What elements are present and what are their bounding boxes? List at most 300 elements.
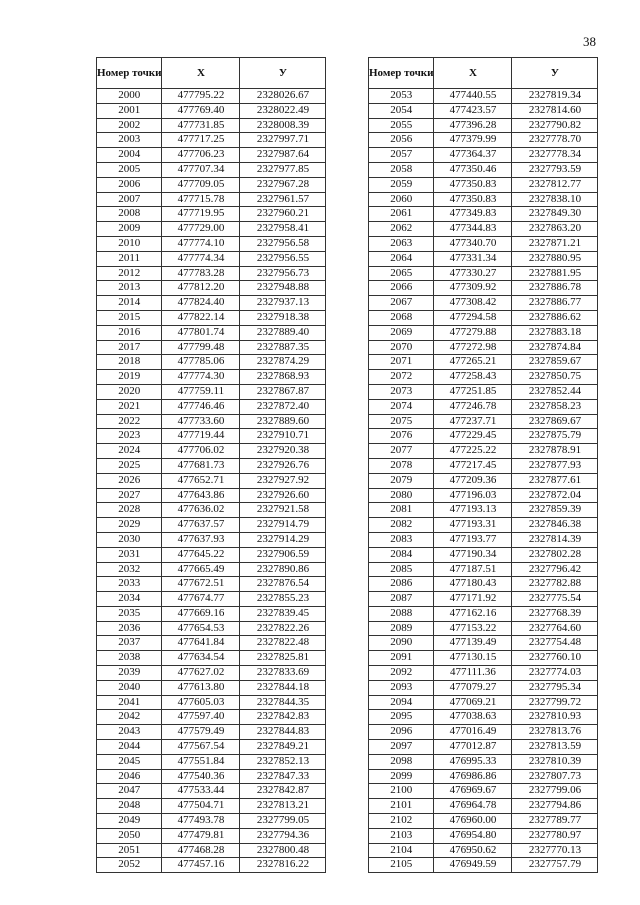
cell-point-number: 2091 bbox=[369, 651, 434, 666]
cell-point-number: 2069 bbox=[369, 325, 434, 340]
cell-x: 477309.92 bbox=[434, 281, 512, 296]
cell-x: 476995.33 bbox=[434, 754, 512, 769]
cell-y: 2327782.88 bbox=[512, 577, 598, 592]
cell-y: 2327872.04 bbox=[512, 488, 598, 503]
cell-point-number: 2093 bbox=[369, 680, 434, 695]
cell-point-number: 2057 bbox=[369, 148, 434, 163]
cell-point-number: 2064 bbox=[369, 251, 434, 266]
cell-y: 2327770.13 bbox=[512, 843, 598, 858]
table-row bbox=[369, 814, 598, 829]
cell-point-number: 2025 bbox=[97, 458, 162, 473]
cell-y: 2327789.77 bbox=[512, 814, 598, 829]
cell-x: 477669.16 bbox=[162, 606, 240, 621]
cell-y: 2327956.55 bbox=[240, 251, 326, 266]
cell-y: 2327956.73 bbox=[240, 266, 326, 281]
table-row bbox=[369, 340, 598, 355]
cell-x: 477605.03 bbox=[162, 695, 240, 710]
table-row bbox=[369, 414, 598, 429]
cell-point-number: 2001 bbox=[97, 103, 162, 118]
table-row bbox=[369, 828, 598, 843]
cell-x: 477551.84 bbox=[162, 754, 240, 769]
cell-y: 2327869.67 bbox=[512, 414, 598, 429]
cell-x: 477774.30 bbox=[162, 370, 240, 385]
cell-x: 477111.36 bbox=[434, 666, 512, 681]
cell-x: 477308.42 bbox=[434, 296, 512, 311]
cell-y: 2327868.93 bbox=[240, 370, 326, 385]
cell-x: 477457.16 bbox=[162, 858, 240, 873]
cell-x: 477079.27 bbox=[434, 680, 512, 695]
cell-point-number: 2004 bbox=[97, 148, 162, 163]
cell-point-number: 2029 bbox=[97, 518, 162, 533]
cell-point-number: 2028 bbox=[97, 503, 162, 518]
cell-point-number: 2056 bbox=[369, 133, 434, 148]
cell-point-number: 2030 bbox=[97, 532, 162, 547]
table-header-row bbox=[97, 58, 326, 89]
cell-x: 477774.10 bbox=[162, 236, 240, 251]
cell-y: 2327859.39 bbox=[512, 503, 598, 518]
cell-point-number: 2003 bbox=[97, 133, 162, 148]
cell-x: 477294.58 bbox=[434, 310, 512, 325]
cell-point-number: 2086 bbox=[369, 577, 434, 592]
cell-x: 477272.98 bbox=[434, 340, 512, 355]
table-row bbox=[97, 636, 326, 651]
cell-point-number: 2094 bbox=[369, 695, 434, 710]
cell-x: 477225.22 bbox=[434, 444, 512, 459]
cell-point-number: 2060 bbox=[369, 192, 434, 207]
cell-y: 2327918.38 bbox=[240, 310, 326, 325]
table-row bbox=[97, 799, 326, 814]
cell-point-number: 2043 bbox=[97, 725, 162, 740]
table-row bbox=[97, 725, 326, 740]
cell-point-number: 2011 bbox=[97, 251, 162, 266]
cell-y: 2327987.64 bbox=[240, 148, 326, 163]
cell-point-number: 2052 bbox=[97, 858, 162, 873]
cell-x: 477331.34 bbox=[434, 251, 512, 266]
cell-x: 477706.02 bbox=[162, 444, 240, 459]
cell-y: 2327887.35 bbox=[240, 340, 326, 355]
table-row bbox=[97, 266, 326, 281]
table-row bbox=[369, 192, 598, 207]
table-row bbox=[369, 207, 598, 222]
cell-x: 477665.49 bbox=[162, 562, 240, 577]
table-row bbox=[369, 769, 598, 784]
cell-x: 477729.00 bbox=[162, 222, 240, 237]
cell-point-number: 2034 bbox=[97, 592, 162, 607]
cell-x: 477733.60 bbox=[162, 414, 240, 429]
cell-point-number: 2012 bbox=[97, 266, 162, 281]
cell-y: 2327754.48 bbox=[512, 636, 598, 651]
cell-point-number: 2027 bbox=[97, 488, 162, 503]
cell-x: 477193.13 bbox=[434, 503, 512, 518]
table-row bbox=[369, 266, 598, 281]
cell-y: 2327816.22 bbox=[240, 858, 326, 873]
cell-x: 477493.78 bbox=[162, 814, 240, 829]
table-row bbox=[97, 843, 326, 858]
cell-y: 2327838.10 bbox=[512, 192, 598, 207]
table-row bbox=[97, 310, 326, 325]
cell-point-number: 2010 bbox=[97, 236, 162, 251]
table-row bbox=[369, 843, 598, 858]
cell-y: 2327807.73 bbox=[512, 769, 598, 784]
cell-y: 2328022.49 bbox=[240, 103, 326, 118]
cell-y: 2327813.21 bbox=[240, 799, 326, 814]
cell-point-number: 2031 bbox=[97, 547, 162, 562]
table-row bbox=[97, 236, 326, 251]
cell-y: 2327819.34 bbox=[512, 89, 598, 104]
header-y: У bbox=[240, 58, 326, 89]
cell-y: 2327878.91 bbox=[512, 444, 598, 459]
table-row bbox=[369, 725, 598, 740]
table-row bbox=[97, 162, 326, 177]
table-row bbox=[369, 577, 598, 592]
cell-x: 477540.36 bbox=[162, 769, 240, 784]
header-x: X bbox=[434, 58, 512, 89]
table-row bbox=[97, 355, 326, 370]
cell-y: 2327842.87 bbox=[240, 784, 326, 799]
cell-y: 2327914.79 bbox=[240, 518, 326, 533]
cell-point-number: 2102 bbox=[369, 814, 434, 829]
cell-point-number: 2033 bbox=[97, 577, 162, 592]
table-row bbox=[369, 384, 598, 399]
cell-point-number: 2066 bbox=[369, 281, 434, 296]
cell-y: 2328008.39 bbox=[240, 118, 326, 133]
table-row bbox=[369, 162, 598, 177]
cell-y: 2327977.85 bbox=[240, 162, 326, 177]
cell-x: 477769.40 bbox=[162, 103, 240, 118]
cell-y: 2327812.77 bbox=[512, 177, 598, 192]
table-row bbox=[369, 547, 598, 562]
cell-point-number: 2020 bbox=[97, 384, 162, 399]
cell-x: 477674.77 bbox=[162, 592, 240, 607]
table-row bbox=[369, 666, 598, 681]
cell-x: 477636.02 bbox=[162, 503, 240, 518]
cell-y: 2327833.69 bbox=[240, 666, 326, 681]
cell-point-number: 2073 bbox=[369, 384, 434, 399]
cell-x: 477350.83 bbox=[434, 192, 512, 207]
table-row bbox=[369, 503, 598, 518]
cell-y: 2327822.48 bbox=[240, 636, 326, 651]
cell-y: 2327926.60 bbox=[240, 488, 326, 503]
table-row bbox=[97, 621, 326, 636]
cell-y: 2327875.79 bbox=[512, 429, 598, 444]
table-row bbox=[97, 814, 326, 829]
cell-x: 477265.21 bbox=[434, 355, 512, 370]
cell-point-number: 2076 bbox=[369, 429, 434, 444]
cell-x: 477783.28 bbox=[162, 266, 240, 281]
cell-point-number: 2047 bbox=[97, 784, 162, 799]
cell-x: 476954.80 bbox=[434, 828, 512, 843]
table-row bbox=[369, 784, 598, 799]
cell-x: 477707.34 bbox=[162, 162, 240, 177]
cell-point-number: 2104 bbox=[369, 843, 434, 858]
cell-point-number: 2074 bbox=[369, 399, 434, 414]
cell-x: 477190.34 bbox=[434, 547, 512, 562]
cell-x: 477350.83 bbox=[434, 177, 512, 192]
table-row bbox=[97, 148, 326, 163]
cell-x: 477719.44 bbox=[162, 429, 240, 444]
cell-point-number: 2017 bbox=[97, 340, 162, 355]
table-row bbox=[369, 444, 598, 459]
cell-x: 477785.06 bbox=[162, 355, 240, 370]
table-row bbox=[97, 710, 326, 725]
cell-point-number: 2105 bbox=[369, 858, 434, 873]
cell-x: 477634.54 bbox=[162, 651, 240, 666]
table-row bbox=[97, 414, 326, 429]
cell-point-number: 2016 bbox=[97, 325, 162, 340]
cell-point-number: 2058 bbox=[369, 162, 434, 177]
table-row bbox=[97, 503, 326, 518]
table-row bbox=[97, 281, 326, 296]
cell-y: 2327926.76 bbox=[240, 458, 326, 473]
table-row bbox=[369, 858, 598, 873]
cell-point-number: 2006 bbox=[97, 177, 162, 192]
cell-x: 477193.77 bbox=[434, 532, 512, 547]
cell-x: 477746.46 bbox=[162, 399, 240, 414]
cell-x: 477822.14 bbox=[162, 310, 240, 325]
cell-point-number: 2097 bbox=[369, 740, 434, 755]
table-row bbox=[369, 251, 598, 266]
header-x: X bbox=[162, 58, 240, 89]
cell-y: 2327814.60 bbox=[512, 103, 598, 118]
table-row bbox=[97, 384, 326, 399]
cell-point-number: 2090 bbox=[369, 636, 434, 651]
table-row bbox=[369, 118, 598, 133]
cell-y: 2327858.23 bbox=[512, 399, 598, 414]
table-row bbox=[369, 296, 598, 311]
cell-x: 477440.55 bbox=[434, 89, 512, 104]
cell-y: 2327910.71 bbox=[240, 429, 326, 444]
cell-x: 477069.21 bbox=[434, 695, 512, 710]
table-row bbox=[97, 562, 326, 577]
table-row bbox=[97, 207, 326, 222]
cell-point-number: 2096 bbox=[369, 725, 434, 740]
cell-y: 2327874.84 bbox=[512, 340, 598, 355]
cell-x: 477613.80 bbox=[162, 680, 240, 695]
cell-x: 476986.86 bbox=[434, 769, 512, 784]
cell-y: 2327961.57 bbox=[240, 192, 326, 207]
cell-y: 2327852.13 bbox=[240, 754, 326, 769]
cell-y: 2327960.21 bbox=[240, 207, 326, 222]
cell-x: 477643.86 bbox=[162, 488, 240, 503]
cell-x: 477153.22 bbox=[434, 621, 512, 636]
table-row bbox=[97, 370, 326, 385]
cell-point-number: 2055 bbox=[369, 118, 434, 133]
cell-y: 2327948.88 bbox=[240, 281, 326, 296]
table-row bbox=[97, 488, 326, 503]
table-row bbox=[97, 444, 326, 459]
cell-point-number: 2000 bbox=[97, 89, 162, 104]
cell-point-number: 2079 bbox=[369, 473, 434, 488]
table-row bbox=[97, 858, 326, 873]
table-row bbox=[369, 710, 598, 725]
cell-x: 477217.45 bbox=[434, 458, 512, 473]
cell-point-number: 2063 bbox=[369, 236, 434, 251]
cell-y: 2327889.60 bbox=[240, 414, 326, 429]
cell-x: 476960.00 bbox=[434, 814, 512, 829]
cell-point-number: 2013 bbox=[97, 281, 162, 296]
cell-y: 2327849.21 bbox=[240, 740, 326, 755]
table-row bbox=[369, 518, 598, 533]
cell-x: 477597.40 bbox=[162, 710, 240, 725]
table-row bbox=[97, 769, 326, 784]
cell-x: 477344.83 bbox=[434, 222, 512, 237]
cell-point-number: 2008 bbox=[97, 207, 162, 222]
cell-x: 477706.23 bbox=[162, 148, 240, 163]
cell-point-number: 2009 bbox=[97, 222, 162, 237]
cell-x: 477364.37 bbox=[434, 148, 512, 163]
cell-x: 477468.28 bbox=[162, 843, 240, 858]
cell-y: 2327889.40 bbox=[240, 325, 326, 340]
cell-x: 477340.70 bbox=[434, 236, 512, 251]
cell-y: 2327799.06 bbox=[512, 784, 598, 799]
cell-point-number: 2075 bbox=[369, 414, 434, 429]
cell-point-number: 2007 bbox=[97, 192, 162, 207]
cell-y: 2327778.70 bbox=[512, 133, 598, 148]
cell-point-number: 2087 bbox=[369, 592, 434, 607]
cell-point-number: 2078 bbox=[369, 458, 434, 473]
cell-x: 477349.83 bbox=[434, 207, 512, 222]
cell-point-number: 2041 bbox=[97, 695, 162, 710]
table-row bbox=[369, 103, 598, 118]
table-row bbox=[369, 621, 598, 636]
cell-x: 477533.44 bbox=[162, 784, 240, 799]
cell-x: 477139.49 bbox=[434, 636, 512, 651]
cell-y: 2327890.86 bbox=[240, 562, 326, 577]
cell-x: 476949.59 bbox=[434, 858, 512, 873]
cell-point-number: 2023 bbox=[97, 429, 162, 444]
table-row bbox=[369, 355, 598, 370]
cell-point-number: 2101 bbox=[369, 799, 434, 814]
table-row bbox=[97, 695, 326, 710]
cell-y: 2327886.77 bbox=[512, 296, 598, 311]
cell-x: 477016.49 bbox=[434, 725, 512, 740]
table-row bbox=[369, 606, 598, 621]
cell-point-number: 2042 bbox=[97, 710, 162, 725]
table-row bbox=[97, 222, 326, 237]
cell-y: 2327850.75 bbox=[512, 370, 598, 385]
cell-point-number: 2037 bbox=[97, 636, 162, 651]
cell-y: 2327794.86 bbox=[512, 799, 598, 814]
cell-point-number: 2085 bbox=[369, 562, 434, 577]
cell-y: 2327814.39 bbox=[512, 532, 598, 547]
cell-x: 477038.63 bbox=[434, 710, 512, 725]
cell-x: 477715.78 bbox=[162, 192, 240, 207]
cell-point-number: 2084 bbox=[369, 547, 434, 562]
cell-y: 2327867.87 bbox=[240, 384, 326, 399]
cell-y: 2327810.93 bbox=[512, 710, 598, 725]
cell-y: 2327780.97 bbox=[512, 828, 598, 843]
cell-y: 2327760.10 bbox=[512, 651, 598, 666]
cell-x: 477645.22 bbox=[162, 547, 240, 562]
table-row bbox=[369, 236, 598, 251]
table-row bbox=[369, 281, 598, 296]
cell-y: 2327768.39 bbox=[512, 606, 598, 621]
cell-x: 477774.34 bbox=[162, 251, 240, 266]
cell-y: 2327872.40 bbox=[240, 399, 326, 414]
table-row bbox=[97, 577, 326, 592]
cell-point-number: 2061 bbox=[369, 207, 434, 222]
table-row bbox=[369, 799, 598, 814]
cell-point-number: 2059 bbox=[369, 177, 434, 192]
table-row bbox=[97, 177, 326, 192]
cell-y: 2327799.72 bbox=[512, 695, 598, 710]
cell-x: 477209.36 bbox=[434, 473, 512, 488]
table-row bbox=[97, 296, 326, 311]
cell-x: 477795.22 bbox=[162, 89, 240, 104]
cell-y: 2327778.34 bbox=[512, 148, 598, 163]
cell-y: 2327852.44 bbox=[512, 384, 598, 399]
cell-x: 477237.71 bbox=[434, 414, 512, 429]
cell-point-number: 2067 bbox=[369, 296, 434, 311]
cell-y: 2327967.28 bbox=[240, 177, 326, 192]
cell-point-number: 2083 bbox=[369, 532, 434, 547]
table-row bbox=[369, 754, 598, 769]
cell-x: 477251.85 bbox=[434, 384, 512, 399]
table-row bbox=[97, 606, 326, 621]
cell-point-number: 2077 bbox=[369, 444, 434, 459]
cell-point-number: 2092 bbox=[369, 666, 434, 681]
cell-y: 2327794.36 bbox=[240, 828, 326, 843]
table-row bbox=[97, 473, 326, 488]
coordinates-table-right bbox=[368, 57, 598, 873]
cell-y: 2327822.26 bbox=[240, 621, 326, 636]
cell-point-number: 2021 bbox=[97, 399, 162, 414]
cell-x: 477731.85 bbox=[162, 118, 240, 133]
cell-y: 2327813.59 bbox=[512, 740, 598, 755]
table-row bbox=[97, 399, 326, 414]
table-row bbox=[369, 636, 598, 651]
cell-y: 2327877.61 bbox=[512, 473, 598, 488]
table-row bbox=[97, 666, 326, 681]
cell-point-number: 2005 bbox=[97, 162, 162, 177]
cell-x: 477654.53 bbox=[162, 621, 240, 636]
cell-x: 476964.78 bbox=[434, 799, 512, 814]
cell-point-number: 2072 bbox=[369, 370, 434, 385]
cell-y: 2327774.03 bbox=[512, 666, 598, 681]
cell-x: 477641.84 bbox=[162, 636, 240, 651]
cell-y: 2327844.35 bbox=[240, 695, 326, 710]
cell-x: 477162.16 bbox=[434, 606, 512, 621]
cell-point-number: 2015 bbox=[97, 310, 162, 325]
table-row bbox=[97, 458, 326, 473]
cell-y: 2327842.83 bbox=[240, 710, 326, 725]
cell-point-number: 2098 bbox=[369, 754, 434, 769]
header-point-number: Номер точки bbox=[369, 58, 434, 89]
table-row bbox=[369, 488, 598, 503]
cell-x: 477637.93 bbox=[162, 532, 240, 547]
table-row bbox=[369, 89, 598, 104]
cell-point-number: 2054 bbox=[369, 103, 434, 118]
cell-x: 477637.57 bbox=[162, 518, 240, 533]
cell-y: 2327863.20 bbox=[512, 222, 598, 237]
cell-point-number: 2050 bbox=[97, 828, 162, 843]
cell-x: 477799.48 bbox=[162, 340, 240, 355]
cell-x: 477130.15 bbox=[434, 651, 512, 666]
cell-point-number: 2065 bbox=[369, 266, 434, 281]
cell-x: 477504.71 bbox=[162, 799, 240, 814]
cell-x: 477330.27 bbox=[434, 266, 512, 281]
cell-y: 2327810.39 bbox=[512, 754, 598, 769]
cell-x: 477396.28 bbox=[434, 118, 512, 133]
cell-x: 477717.25 bbox=[162, 133, 240, 148]
cell-y: 2327825.81 bbox=[240, 651, 326, 666]
cell-y: 2327876.54 bbox=[240, 577, 326, 592]
cell-point-number: 2039 bbox=[97, 666, 162, 681]
cell-y: 2327846.38 bbox=[512, 518, 598, 533]
table-row bbox=[369, 458, 598, 473]
cell-x: 477379.99 bbox=[434, 133, 512, 148]
cell-y: 2327881.95 bbox=[512, 266, 598, 281]
